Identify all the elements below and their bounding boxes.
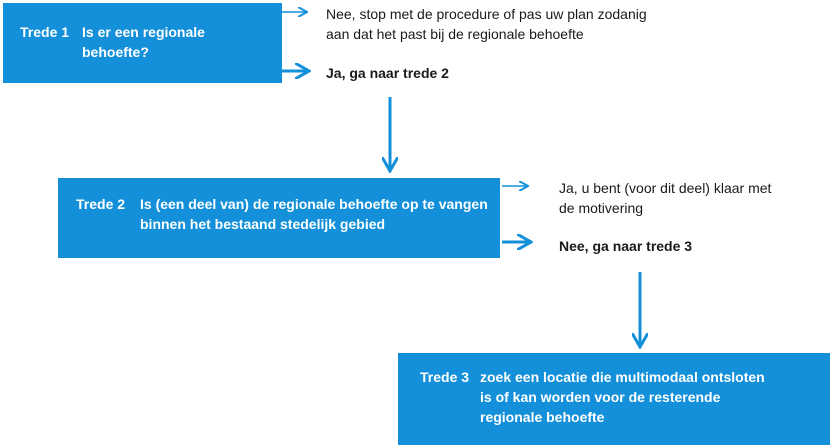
step-1-outcome-nee: Nee, stop met de procedure of pas uw plan zodanig aan dat het past bij de regionale behoefte	[326, 6, 647, 42]
step-3-instruction: zoek een locatie die multimodaal ontsloten is of kan worden voor de resterende regionale behoefte	[480, 369, 765, 425]
step-2-outcome-ja: Ja, u bent (voor dit deel) klaar met de motivering	[559, 180, 772, 216]
step-1-label: Trede 1	[20, 24, 70, 40]
step-3-box	[398, 353, 830, 445]
step-2-outcome-nee: Nee, ga naar trede 3	[559, 238, 693, 254]
step-3-label: Trede 3	[420, 369, 470, 385]
step-1-question: Is er een regionale behoefte?	[82, 24, 205, 60]
step-2-box	[58, 178, 500, 258]
step-1-box	[3, 3, 282, 83]
step-1-outcome-ja: Ja, ga naar trede 2	[326, 65, 449, 81]
step-2-question: Is (een deel van) de regionale behoefte op te vangen binnen het bestaand stedelijk gebied	[140, 196, 488, 232]
step-2-label: Trede 2	[76, 196, 126, 212]
